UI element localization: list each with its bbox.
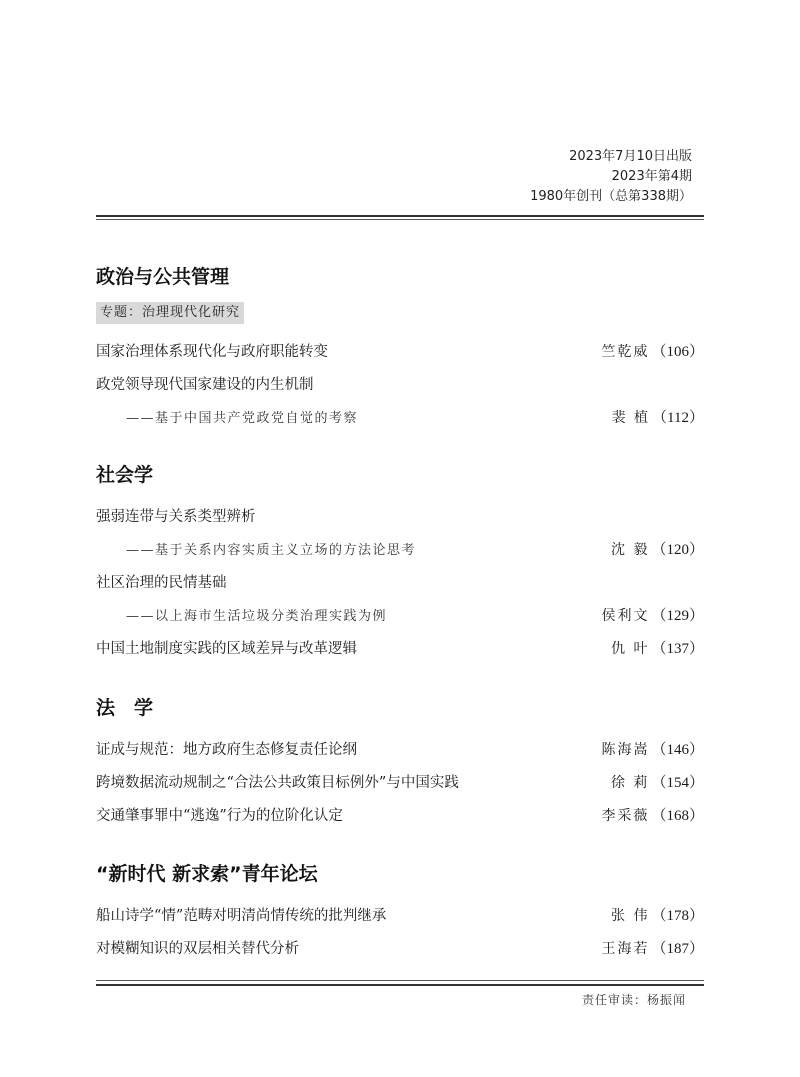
publish-date: 2023年7月10日出版 (569, 149, 692, 164)
entry-author: 陈海嵩 (601, 741, 650, 758)
entry-title: 政党领导现代国家建设的内生机制 (96, 377, 314, 393)
entry-author: 裴 植 (611, 409, 651, 426)
entry-title: 交通肇事罪中“逃逸”行为的位阶化认定 (96, 808, 343, 824)
entry-author: 徐 莉 (611, 774, 650, 791)
entry-title: 对模糊知识的双层相关替代分析 (96, 941, 299, 957)
entry-title: ——以上海市生活垃圾分类治理实践为例 (126, 609, 388, 624)
entry-page: （146） (651, 742, 704, 758)
section-title: 社会学 (96, 464, 154, 486)
entry-author: 侯利文 (601, 607, 650, 624)
section-sociology (96, 461, 704, 664)
section-title: 法 学 (96, 697, 154, 719)
section-title: 政治与公共管理 (96, 266, 230, 288)
entry-page: （112） (652, 410, 704, 426)
toc-entry-subtitle[interactable] (96, 532, 704, 565)
entry-author: 沈 毅 (611, 541, 650, 558)
toc-entry[interactable] (96, 732, 704, 765)
entry-page: （137） (651, 641, 704, 657)
entry-author: 仇 叶 (611, 640, 650, 657)
bottom-rule-thick (96, 984, 704, 986)
top-rule-thin (96, 219, 704, 220)
entry-title: ——基于中国共产党政党自觉的考察 (126, 411, 359, 426)
publication-info (530, 147, 692, 207)
bottom-rule-thin (96, 980, 704, 981)
entry-page: （178） (651, 908, 704, 924)
entry-author: 竺乾威 (601, 343, 650, 360)
entry-title: 社区治理的民情基础 (96, 575, 227, 591)
subject-tag: 专题：治理现代化研究 (96, 302, 244, 324)
toc-entry[interactable] (96, 631, 704, 664)
entry-title: 船山诗学“情”范畴对明清尚情传统的批判继承 (96, 908, 387, 924)
section-title: “新时代 新求索”青年论坛 (96, 863, 318, 885)
entry-author: 李采薇 (601, 807, 650, 824)
entry-title: 证成与规范：地方政府生态修复责任论纲 (96, 742, 357, 758)
toc-entry[interactable] (96, 798, 704, 831)
responsible-editor: 责任审读：杨振闻 (581, 993, 686, 1007)
toc-entry[interactable] (96, 334, 704, 367)
entry-page: （168） (651, 808, 704, 824)
entry-author: 王海若 (601, 940, 650, 957)
toc-entry[interactable] (96, 898, 704, 931)
toc-entry[interactable] (96, 499, 704, 532)
toc-entry[interactable] (96, 367, 704, 400)
entry-title: ——基于关系内容实质主义立场的方法论思考 (126, 543, 417, 558)
section-youth-forum (96, 860, 704, 964)
section-law (96, 694, 704, 831)
entry-title: 强弱连带与关系类型辨析 (96, 509, 256, 525)
toc-entry[interactable] (96, 765, 704, 798)
entry-page: （106） (651, 344, 704, 360)
toc-entry-subtitle[interactable] (96, 598, 704, 631)
section-politics (96, 263, 704, 433)
toc-entry-subtitle[interactable] (96, 400, 704, 433)
entry-author: 张 伟 (611, 907, 650, 924)
entry-page: （187） (651, 941, 704, 957)
entry-page: （120） (651, 542, 704, 558)
toc-entry[interactable] (96, 931, 704, 964)
issue-number: 2023年第4期 (611, 169, 692, 184)
toc-entry[interactable] (96, 565, 704, 598)
entry-title: 跨境数据流动规制之“合法公共政策目标例外”与中国实践 (96, 775, 459, 791)
founded-line: 1980年创刊（总第338期） (530, 189, 692, 204)
top-rule-thick (96, 215, 704, 217)
entry-title: 中国土地制度实践的区域差异与改革逻辑 (96, 641, 357, 657)
entry-title: 国家治理体系现代化与政府职能转变 (96, 344, 328, 360)
entry-page: （129） (651, 608, 704, 624)
entry-page: （154） (651, 775, 704, 791)
